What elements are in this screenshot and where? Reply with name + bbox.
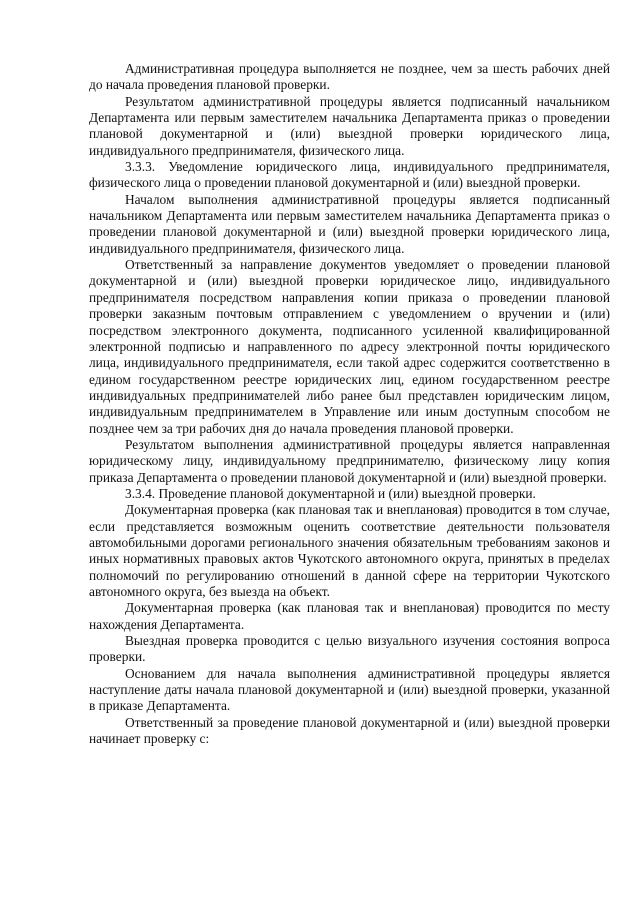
section-heading-3-3-3: 3.3.3. Уведомление юридического лица, индивидуального предпринимателя, физического лица о проведении плановой документарной и (или) выездной проверки.: [89, 159, 610, 191]
paragraph: Административная процедура выполняется не позднее, чем за шесть рабочих дней до начала проведения плановой проверки.: [89, 61, 610, 93]
paragraph: Результатом выполнения административной процедуры является направленная юридическому лицу, индивидуальному предпринимателю, физическому лицу копия приказа Департамента о проведении плановой документарной и (или) выездной проверки.: [89, 436, 610, 485]
paragraph: Документарная проверка (как плановая так и внеплановая) проводится в том случае, если представляется возможным оценить соответствие деятельности пользователя автомобильными дорогами регионального значения обязательным требованиям законов и иных нормативных правовых актов Чукотского автономного округа, принятых в пределах полномочий по регулированию отношений в данной сфере на территории Чукотского автономного округа, без выезда на объект.: [89, 502, 610, 599]
paragraph: Ответственный за направление документов уведомляет о проведении плановой документарной и (или) выездной проверки юридическое лицо, индивидуального предпринимателя посредством направления копии приказа о проведении плановой проверки заказным почтовым отправлением с уведомлением о вручении и (или) посредством электронного документа, подписанного усиленной квалифицированной электронной подписью и направленного по адресу электронной почты юридического лица, индивидуального предпринимателя, если такой адрес содержится соответственно в едином государственном реестре юридических лиц, едином государственном реестре индивидуальных предпринимателей либо ранее был представлен юридическим лицом, индивидуальным предпринимателем в Управление или иным доступным способом не позднее чем за три рабочих дня до начала проведения плановой проверки.: [89, 257, 610, 436]
paragraph: Основанием для начала выполнения административной процедуры является наступление даты начала плановой документарной и (или) выездной проверки, указанной в приказе Департамента.: [89, 665, 610, 714]
paragraph: Ответственный за проведение плановой документарной и (или) выездной проверки начинает проверку с:: [89, 714, 610, 747]
paragraph: Началом выполнения административной процедуры является подписанный начальником Департамента или первым заместителем начальника Департамента приказ о проведении плановой документарной и (или) выездной проверки юридического лица, индивидуального предпринимателя, физического лица.: [89, 191, 610, 256]
document-page: [89, 61, 610, 747]
paragraph: Выездная проверка проводится с целью визуального изучения состояния вопроса проверки.: [89, 633, 610, 665]
section-heading-3-3-4: 3.3.4. Проведение плановой документарной и (или) выездной проверки.: [125, 485, 536, 501]
paragraph: Документарная проверка (как плановая так и внеплановая) проводится по месту нахождения Департамента.: [89, 600, 610, 632]
paragraph: Результатом административной процедуры является подписанный начальником Департамента или первым заместителем начальника Департамента приказ о проведении плановой документарной и (или) выездной проверки юридического лица, индивидуального предпринимателя, физического лица.: [89, 93, 610, 158]
